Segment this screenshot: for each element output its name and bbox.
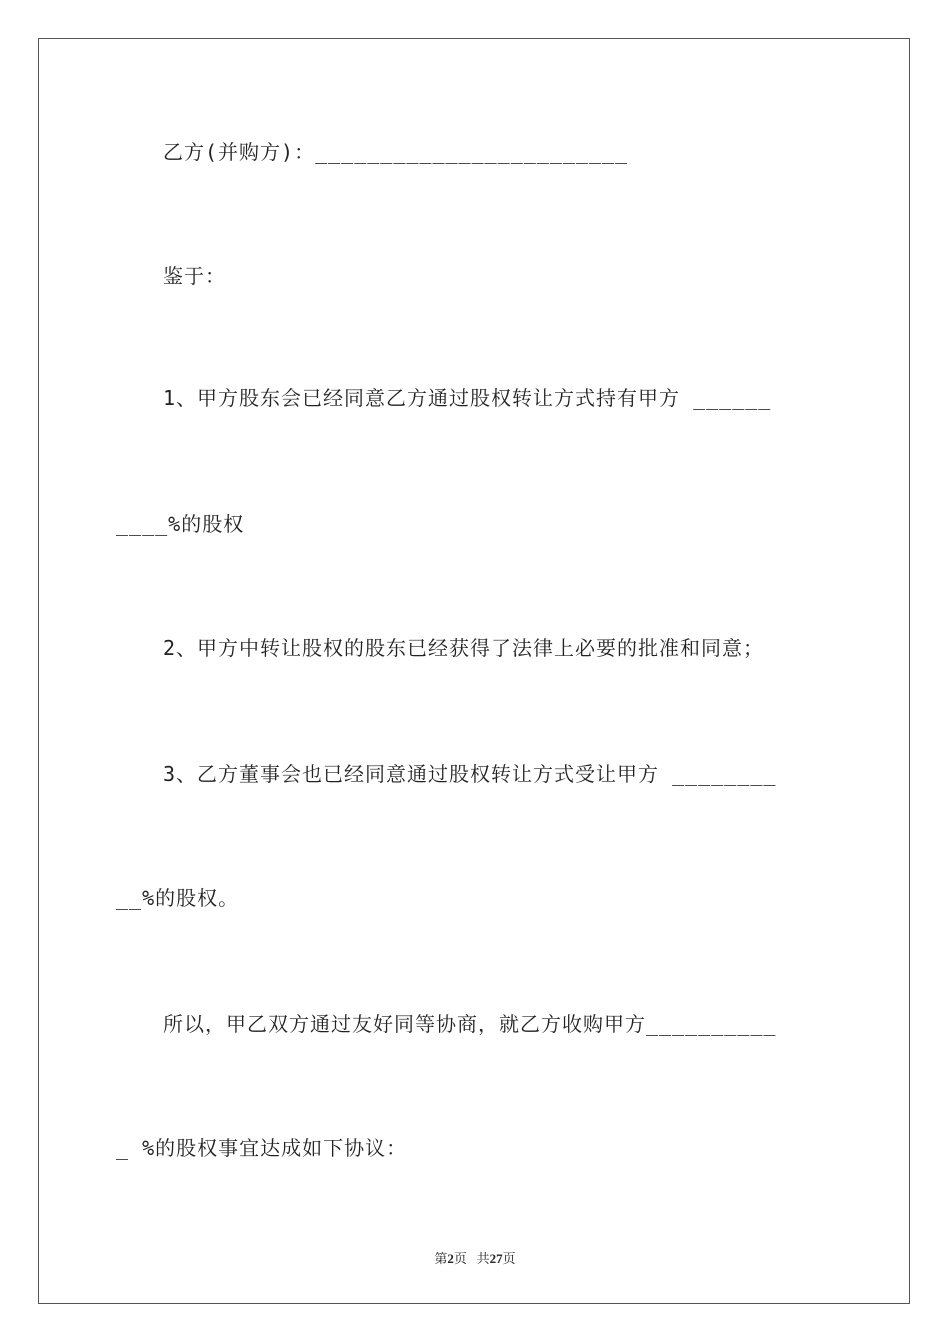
whereas-heading: 鉴于： bbox=[163, 264, 226, 288]
footer-total-suffix: 页 bbox=[502, 1251, 516, 1266]
clause-3-line-2: __%的股权。 bbox=[116, 886, 240, 910]
footer-page-number: 2 bbox=[447, 1251, 454, 1266]
party-b-line: 乙方(并购方)：________________________ bbox=[163, 140, 629, 164]
clause-1-line-1: 1、甲方股东会已经同意乙方通过股权转让方式持有甲方 ______ bbox=[163, 386, 772, 410]
footer-total-pages: 27 bbox=[489, 1251, 503, 1266]
page-frame bbox=[38, 38, 910, 1304]
page-footer bbox=[0, 1248, 950, 1267]
footer-page-prefix: 第 bbox=[434, 1251, 448, 1266]
conclusion-line-2: _ %的股权事宜达成如下协议： bbox=[116, 1136, 408, 1160]
footer-page-suffix: 页 bbox=[453, 1251, 467, 1266]
footer-total-prefix: 共 bbox=[476, 1251, 490, 1266]
clause-2-line: 2、甲方中转让股权的股东已经获得了法律上必要的批准和同意； bbox=[163, 636, 765, 660]
clause-3-line-1: 3、乙方董事会也已经同意通过股权转让方式受让甲方 ________ bbox=[163, 762, 777, 786]
conclusion-line-1: 所以，甲乙双方通过友好同等协商，就乙方收购甲方__________ bbox=[163, 1012, 777, 1036]
clause-1-line-2: ____%的股权 bbox=[116, 512, 245, 536]
